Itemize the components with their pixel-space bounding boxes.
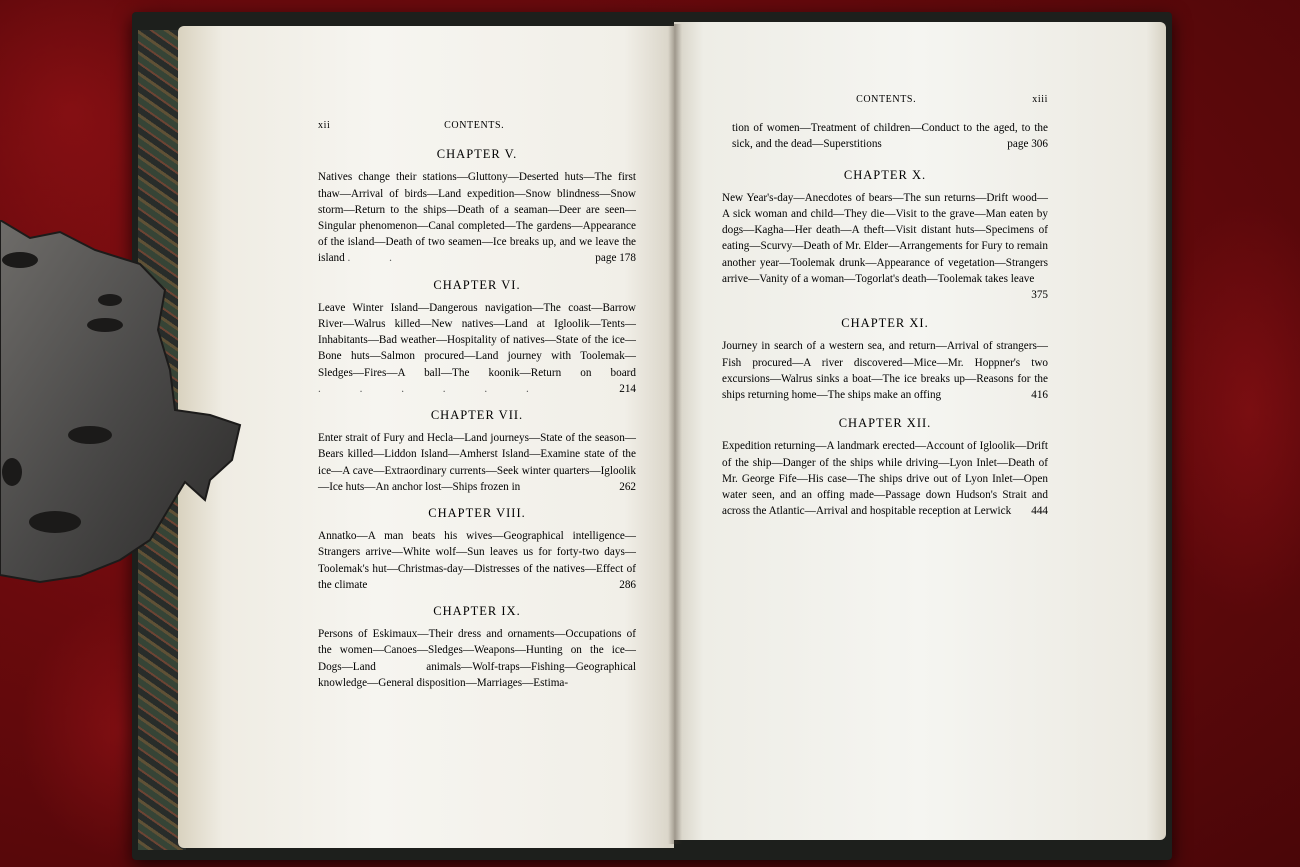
page-number: 444 — [1031, 505, 1048, 518]
toc-section — [318, 407, 636, 495]
continued-summary: tion of women—Treatment of children—Conduct to the aged, to the sick, and the dead—Superstitions page 306 — [722, 120, 1048, 152]
chapter-title: CHAPTER XI. — [841, 316, 929, 331]
page-number: 286 — [619, 578, 636, 591]
toc-section — [722, 315, 1048, 403]
cloth-fold — [1150, 200, 1300, 620]
chapter-title: CHAPTER V. — [436, 147, 518, 162]
running-head — [722, 92, 1048, 108]
page-number: page 178 — [595, 252, 636, 265]
chapter-title: CHAPTER VI. — [433, 277, 521, 292]
toc-section — [318, 277, 636, 397]
metal-clasp — [0, 220, 250, 590]
chapter-summary: Annatko—A man beats his wives—Geographical intelligence—Strangers arrive—White wolf—Sun leaves us for forty-two days—Toolemak's hut—Christmas-day—Distresses of the natives—Effect of the climate 286 — [318, 528, 636, 593]
toc-section — [722, 167, 1048, 304]
running-head — [318, 118, 636, 134]
toc-section — [722, 415, 1048, 519]
chapter-title: CHAPTER X. — [843, 167, 927, 182]
chapter-summary: New Year's-day—Anecdotes of bears—The sun returns—Drift wood—A sick woman and child—They die—Visit to the grave—Man eaten by dogs—Kagha—Her death—A theft—Visit distant huts—Specimens of eating—Scurvy—Death of Mr. Elder—Arrangements for Fury to remain another year—Toolemak drunk—Appearance of vegetation—Strangers arrive—Vanity of a woman—Togorlat's death—Toolemak takes leave — [722, 191, 1048, 285]
page-number: 375 — [1031, 289, 1048, 302]
page-number: 416 — [1031, 389, 1048, 402]
toc-section — [318, 146, 636, 266]
chapter-title: CHAPTER VII. — [430, 408, 524, 423]
running-head-title: CONTENTS. — [444, 120, 505, 131]
right-page-content — [722, 92, 1048, 519]
chapter-title: CHAPTER VIII. — [428, 506, 526, 521]
chapter-title: CHAPTER XII. — [838, 416, 932, 431]
toc-section — [318, 505, 636, 593]
page-number: 214 — [619, 382, 636, 395]
chapter-summary: Enter strait of Fury and Hecla—Land journeys—State of the season—Bears killed—Liddon Island—Amherst Island—Examine state of the ice—A cave—Extraordinary currents—Seek winter quarters—Igloolik—Ice huts—An anchor lost—Ships frozen in 262 — [318, 430, 636, 495]
chapter-summary: Persons of Eskimaux—Their dress and ornaments—Occupations of the women—Canoes—Sledges—Weapons—Hunting on the ice—Dogs—Land animals—Wolf-traps—Fishing—Geographical knowledge—General disposition—Marriages—Estima- — [318, 628, 636, 689]
book-gutter — [668, 24, 682, 844]
running-head-title: CONTENTS. — [856, 94, 917, 105]
chapter-summary: Journey in search of a western sea, and return—Arrival of strangers—Fish procured—A river discovered—Mice—Mr. Hoppner's two excursions—Walrus sinks a boat—The ice breaks up—Reasons for the ships returning home—The ships make an offing 416 — [722, 338, 1048, 403]
chapter-title: CHAPTER IX. — [433, 604, 521, 619]
chapter-summary: Expedition returning—A landmark erected—Account of Igloolik—Drift of the ship—Danger of the ships while driving—Lyon Inlet—Death of Mr. George Fife—His case—The ships drive out of Lyon Inlet—Open water seen, and an offing made—Passage down Hudson's Strait and across the Atlantic—Arrival and hospitable reception at Lerwick 444 — [722, 438, 1048, 519]
left-page-content — [318, 118, 636, 691]
page-number: 262 — [619, 480, 636, 493]
page-number: page 306 — [1007, 138, 1048, 151]
chapter-summary: Natives change their stations—Gluttony—Deserted huts—The first thaw—Arrival of birds—Land expedition—Snow blindness—Snow storm—Return to the ships—Death of a seaman—Deer are seen—Singular phenomenon—Canal completed—The gardens—Appearance of the island—Death of two seamen—Ice breaks up, and we leave the island . . page 178 — [318, 169, 636, 266]
chapter-summary: Leave Winter Island—Dangerous navigation—The coast—Barrow River—Walrus killed—New natives—Land at Igloolik—Tents—Inhabitants—Bad weather—Hospitality of natives—State of the ice—Bone huts—Salmon procured—Land journey with Toolemak—Sledges—Fires—A ball—The koonik—Return on board . . . . . . 214 — [318, 300, 636, 397]
folio: xii — [318, 120, 331, 131]
folio: xiii — [1032, 94, 1048, 105]
toc-section — [318, 603, 636, 691]
